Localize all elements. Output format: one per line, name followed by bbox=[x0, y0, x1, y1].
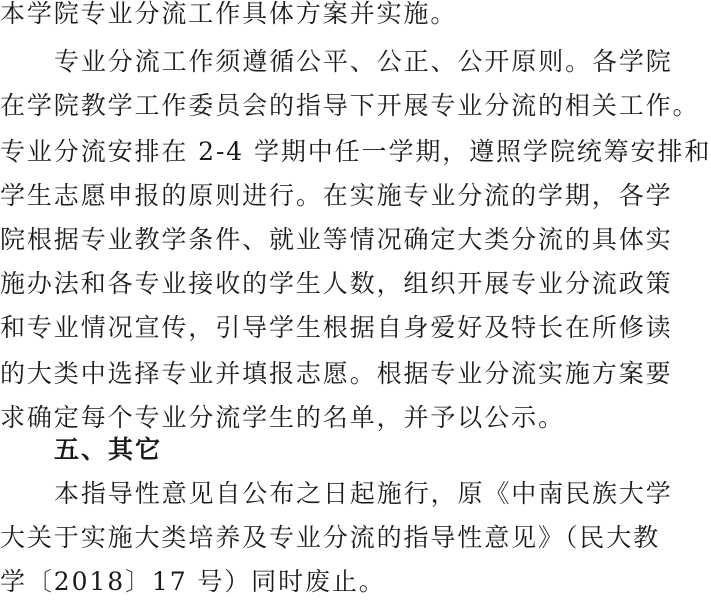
section-heading: 五、其它 bbox=[54, 435, 163, 464]
paragraph-line: 在学院教学工作委员会的指导下开展专业分流的相关工作。 bbox=[0, 91, 700, 120]
paragraph-line: 和专业情况宣传，引导学生根据自身爱好及特长在所修读 bbox=[0, 313, 673, 342]
paragraph-line: 本指导性意见自公布之日起施行，原《中南民族大学 bbox=[54, 479, 673, 508]
paragraph-line: 施办法和各专业接收的学生人数，组织开展专业分流政策 bbox=[0, 269, 673, 298]
paragraph-line: 院根据专业教学条件、就业等情况确定大类分流的具体实 bbox=[0, 225, 673, 254]
paragraph-line: 专业分流安排在 2-4 学期中任一学期，遵照学院统筹安排和 bbox=[0, 137, 711, 166]
paragraph-line: 学〔2018〕17 号）同时废止。 bbox=[0, 567, 386, 596]
paragraph-line: 学生志愿申报的原则进行。在实施专业分流的学期，各学 bbox=[0, 181, 673, 210]
paragraph-line: 本学院专业分流工作具体方案并实施。 bbox=[0, 0, 458, 28]
paragraph-line: 的大类中选择专业并填报志愿。根据专业分流实施方案要 bbox=[0, 359, 673, 388]
paragraph-line: 专业分流工作须遵循公平、公正、公开原则。各学院 bbox=[54, 47, 673, 76]
paragraph-line: 大关于实施大类培养及专业分流的指导性意见》（民大教 bbox=[0, 523, 661, 552]
paragraph-line: 求确定每个专业分流学生的名单，并予以公示。 bbox=[0, 403, 565, 432]
